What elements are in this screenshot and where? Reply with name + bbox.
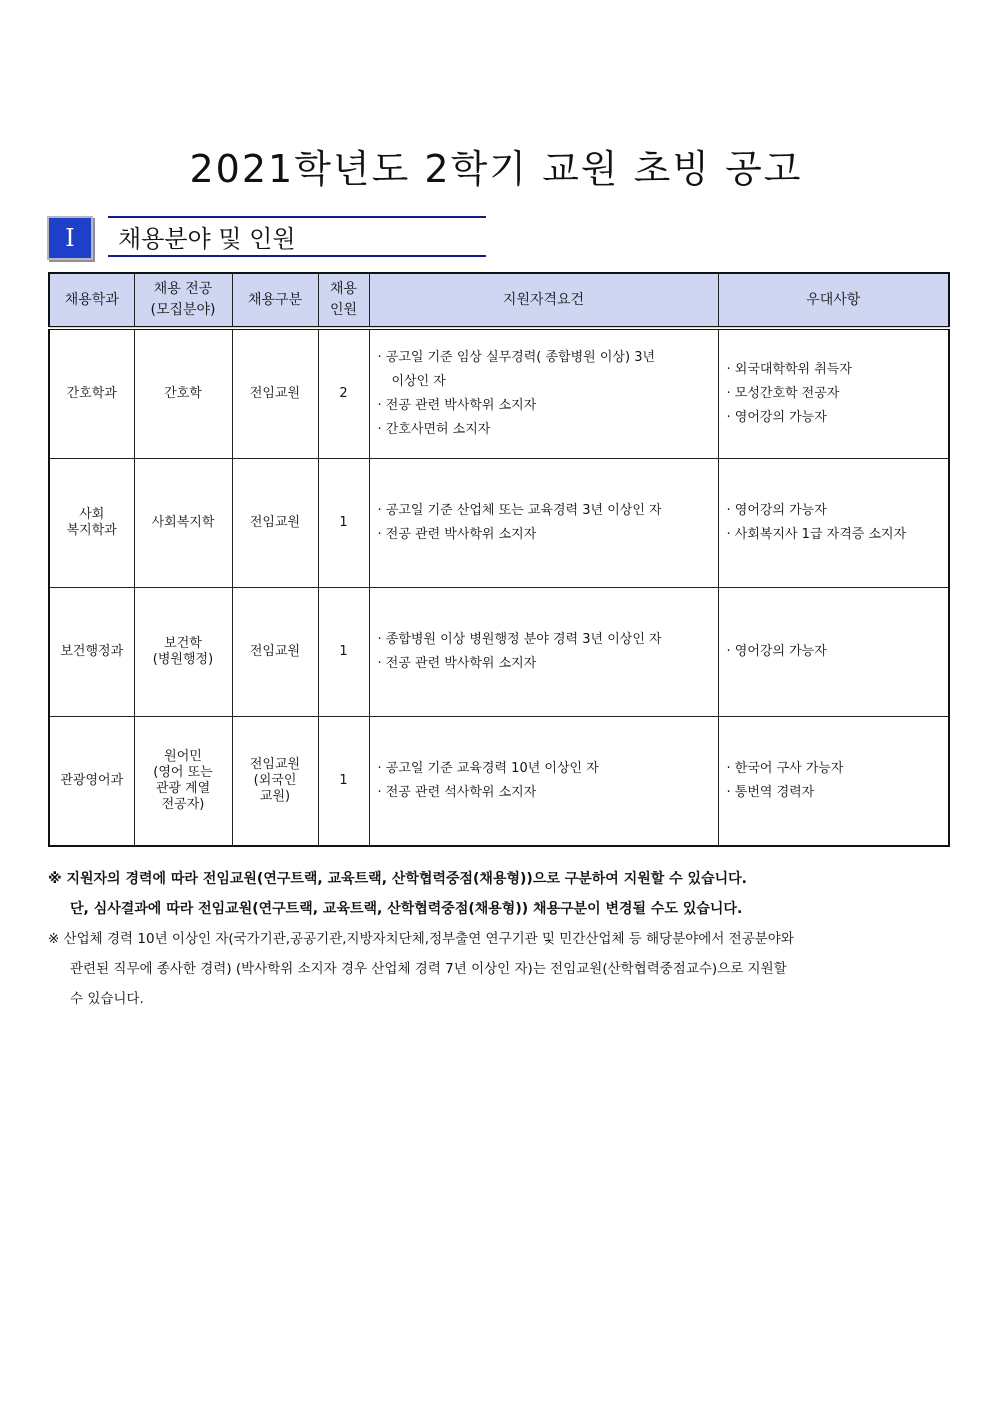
cell-major: 원어민 (영어 또는 관광 계열 전공자) bbox=[134, 717, 232, 847]
section-header bbox=[47, 214, 489, 262]
header-count: 채용 인원 bbox=[318, 273, 369, 328]
header-preferences: 우대사항 bbox=[718, 273, 949, 328]
cell-type: 전임교원 bbox=[232, 328, 318, 459]
cell-type: 전임교원 bbox=[232, 459, 318, 588]
note-1-line-1: ※ 지원자의 경력에 따라 전임교원(연구트랙, 교육트랙, 산학협력중점(채용형))으로 구분하여 지원할 수 있습니다. bbox=[48, 871, 747, 887]
note-2-line-3: 수 있습니다. bbox=[70, 991, 144, 1007]
page-title: 2021학년도 2학기 교원 초빙 공고 bbox=[189, 147, 803, 191]
cell-type: 전임교원 (외국인 교원) bbox=[232, 717, 318, 847]
table-header-row bbox=[49, 273, 949, 328]
cell-dept: 간호학과 bbox=[49, 328, 134, 459]
table-row bbox=[49, 328, 949, 459]
note-1-line-2: 단, 심사결과에 따라 전임교원(연구트랙, 교육트랙, 산학협력중점(채용형)) 채용구분이 변경될 수도 있습니다. bbox=[70, 901, 743, 917]
header-major: 채용 전공 (모집분야) bbox=[134, 273, 232, 328]
cell-dept: 관광영어과 bbox=[49, 717, 134, 847]
note-2-line-1: ※ 산업체 경력 10년 이상인 자(국가기관,공공기관,지방자치단체,정부출연 연구기관 및 민간산업체 등 해당분야에서 전공분야와 bbox=[48, 931, 794, 947]
section-number: I bbox=[47, 216, 93, 260]
cell-preferences: · 외국대학학위 취득자 · 모성간호학 전공자 · 영어강의 가능자 bbox=[718, 328, 949, 459]
cell-type: 전임교원 bbox=[232, 588, 318, 717]
cell-major: 사회복지학 bbox=[134, 459, 232, 588]
cell-dept: 보건행정과 bbox=[49, 588, 134, 717]
header-dept: 채용학과 bbox=[49, 273, 134, 328]
cell-count: 1 bbox=[318, 717, 369, 847]
cell-qualifications: · 공고일 기준 산업체 또는 교육경력 3년 이상인 자 · 전공 관련 박사학위 소지자 bbox=[369, 459, 718, 588]
cell-count: 1 bbox=[318, 588, 369, 717]
cell-count: 1 bbox=[318, 459, 369, 588]
header-type: 채용구분 bbox=[232, 273, 318, 328]
cell-major: 간호학 bbox=[134, 328, 232, 459]
header-qualifications: 지원자격요건 bbox=[369, 273, 718, 328]
cell-preferences: · 영어강의 가능자 bbox=[718, 588, 949, 717]
cell-major: 보건학 (병원행정) bbox=[134, 588, 232, 717]
cell-qualifications: · 종합병원 이상 병원행정 분야 경력 3년 이상인 자 · 전공 관련 박사학위 소지자 bbox=[369, 588, 718, 717]
cell-preferences: · 한국어 구사 가능자 · 통번역 경력자 bbox=[718, 717, 949, 847]
cell-count: 2 bbox=[318, 328, 369, 459]
recruitment-table bbox=[48, 272, 950, 847]
notes bbox=[48, 864, 948, 1014]
note-2-line-2: 관련된 직무에 종사한 경력) (박사학위 소지자 경우 산업체 경력 7년 이상인 자)는 전임교원(산학협력중점교수)으로 지원할 bbox=[70, 961, 787, 977]
cell-preferences: · 영어강의 가능자 · 사회복지사 1급 자격증 소지자 bbox=[718, 459, 949, 588]
table-row bbox=[49, 588, 949, 717]
cell-qualifications: · 공고일 기준 임상 실무경력( 종합병원 이상) 3년 이상인 자 · 전공 관련 박사학위 소지자 · 간호사면허 소지자 bbox=[369, 328, 718, 459]
cell-qualifications: · 공고일 기준 교육경력 10년 이상인 자 · 전공 관련 석사학위 소지자 bbox=[369, 717, 718, 847]
table-row bbox=[49, 459, 949, 588]
table-row bbox=[49, 717, 949, 847]
cell-dept: 사회 복지학과 bbox=[49, 459, 134, 588]
section-title: 채용분야 및 인원 bbox=[108, 216, 486, 257]
